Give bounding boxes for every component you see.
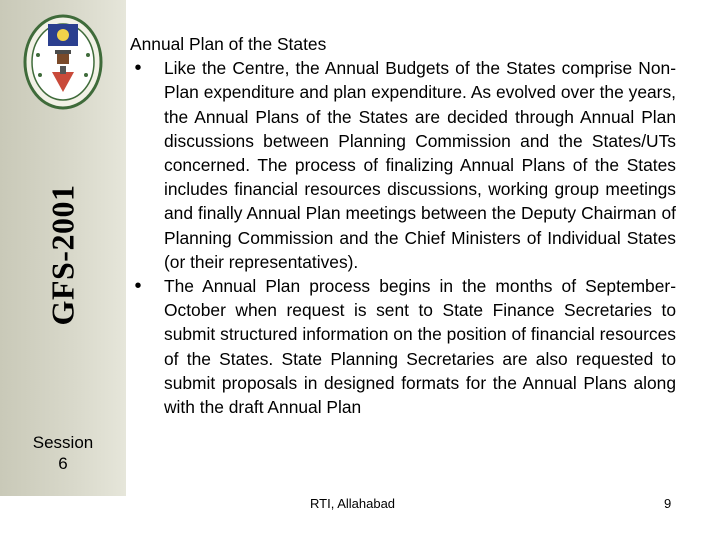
slide-content [130, 32, 676, 419]
bullet-text: Like the Centre, the Annual Budgets of the States comprise Non-Plan expenditure and plan expenditure. As evolved over the years, the Annual Plans of the States are decided through Annual Plan discussions between Planning Commission and the States/UTs concerned. The process of finalizing Annual Plans of the States includes financial resources discussions, working group meetings and finally Annual Plan meetings between the Deputy Chairman of Planning Commission and the Chief Ministers of Individual States (or their representatives). [164, 58, 676, 272]
slide-heading: Annual Plan of the States [130, 34, 327, 54]
emblem-logo-icon [22, 10, 104, 110]
bullet-item [130, 56, 676, 274]
side-title: GFS-2001 [44, 184, 81, 326]
session-label [0, 432, 126, 474]
bullet-icon: • [134, 57, 142, 80]
page-number: 9 [664, 496, 672, 511]
bullet-text: The Annual Plan process begins in the months of September-October when request is sent to State Finance Secretaries to submit structured information on the position of financial resources of the States. State Planning Secretaries are also requested to submit proposals in designed formats for the Annual Plans along with the draft Annual Plan [164, 276, 676, 418]
session-label-text: Session [32, 433, 94, 452]
bullet-item [130, 274, 676, 419]
bullet-icon: • [134, 275, 142, 298]
footer-text: RTI, Allahabad [310, 496, 396, 511]
session-number: 6 [58, 454, 68, 473]
left-sidebar-band [0, 0, 126, 496]
